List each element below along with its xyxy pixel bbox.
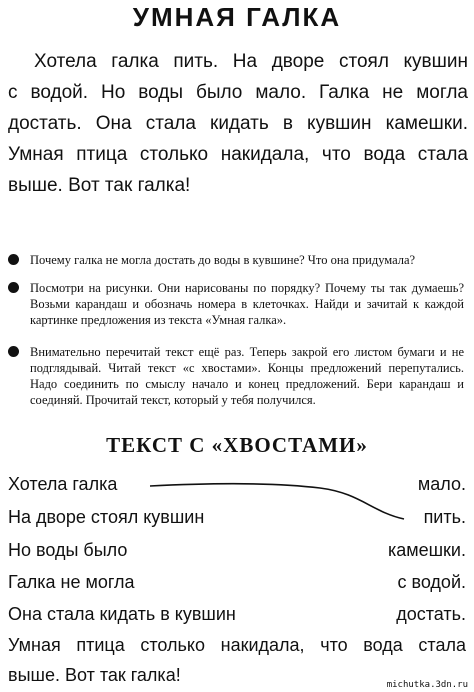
story-line: Умная птица столько накидала, что вода стала xyxy=(8,144,468,165)
final-line: Умная птица столько накидала, что вода стала xyxy=(8,635,466,655)
story-line: Хотела галка пить. На дворе стоял кувшин xyxy=(34,51,468,72)
sentence-end: камешки. xyxy=(387,540,466,560)
sentence-start: Она стала кидать в кувшин xyxy=(8,604,236,624)
story-line: выше. Вот так галка! xyxy=(8,175,191,196)
story-line: с водой. Но воды было мало. Галка не могла xyxy=(8,82,468,103)
task-text: Почему галка не могла достать до воды в кувшине? Что она придумала? xyxy=(30,253,416,267)
sentence-start: Галка не могла xyxy=(8,572,135,592)
sentence-start: Но воды было xyxy=(8,540,128,560)
sentence-end: мало. xyxy=(417,474,466,494)
page-title: УМНАЯ ГАЛКА xyxy=(132,2,342,32)
final-line: выше. Вот так галка! xyxy=(8,665,181,685)
sentence-end: с водой. xyxy=(397,572,466,592)
watermark: michutka.3dn.ru xyxy=(386,680,468,690)
task-text: Посмотри на рисунки. Они нарисованы по порядку? Почему ты так думаешь? Возьми карандаш и обозначь номера в клеточках. Найди и зачитай к каждой картинке предложения из текста «Умная галка». xyxy=(30,281,464,327)
story-line: достать. Она стала кидать в кувшин камешки. xyxy=(8,113,468,134)
sentence-start: Хотела галка xyxy=(8,474,118,494)
section-title: ТЕКСТ С «ХВОСТАМИ» xyxy=(106,433,368,457)
sentence-end: пить. xyxy=(423,507,466,527)
sentence-end: достать. xyxy=(396,604,466,624)
sentence-start: На дворе стоял кувшин xyxy=(8,507,205,527)
task-text: Внимательно перечитай текст ещё раз. Теперь закрой его листом бумаги и не подглядывай. Читай текст «с хвостами». Концы предложений перепутались. Надо соединить по смыслу начало и конец предложений. Бери карандаш и соединяй. Прочитай текст, который у тебя получился. xyxy=(30,345,464,407)
